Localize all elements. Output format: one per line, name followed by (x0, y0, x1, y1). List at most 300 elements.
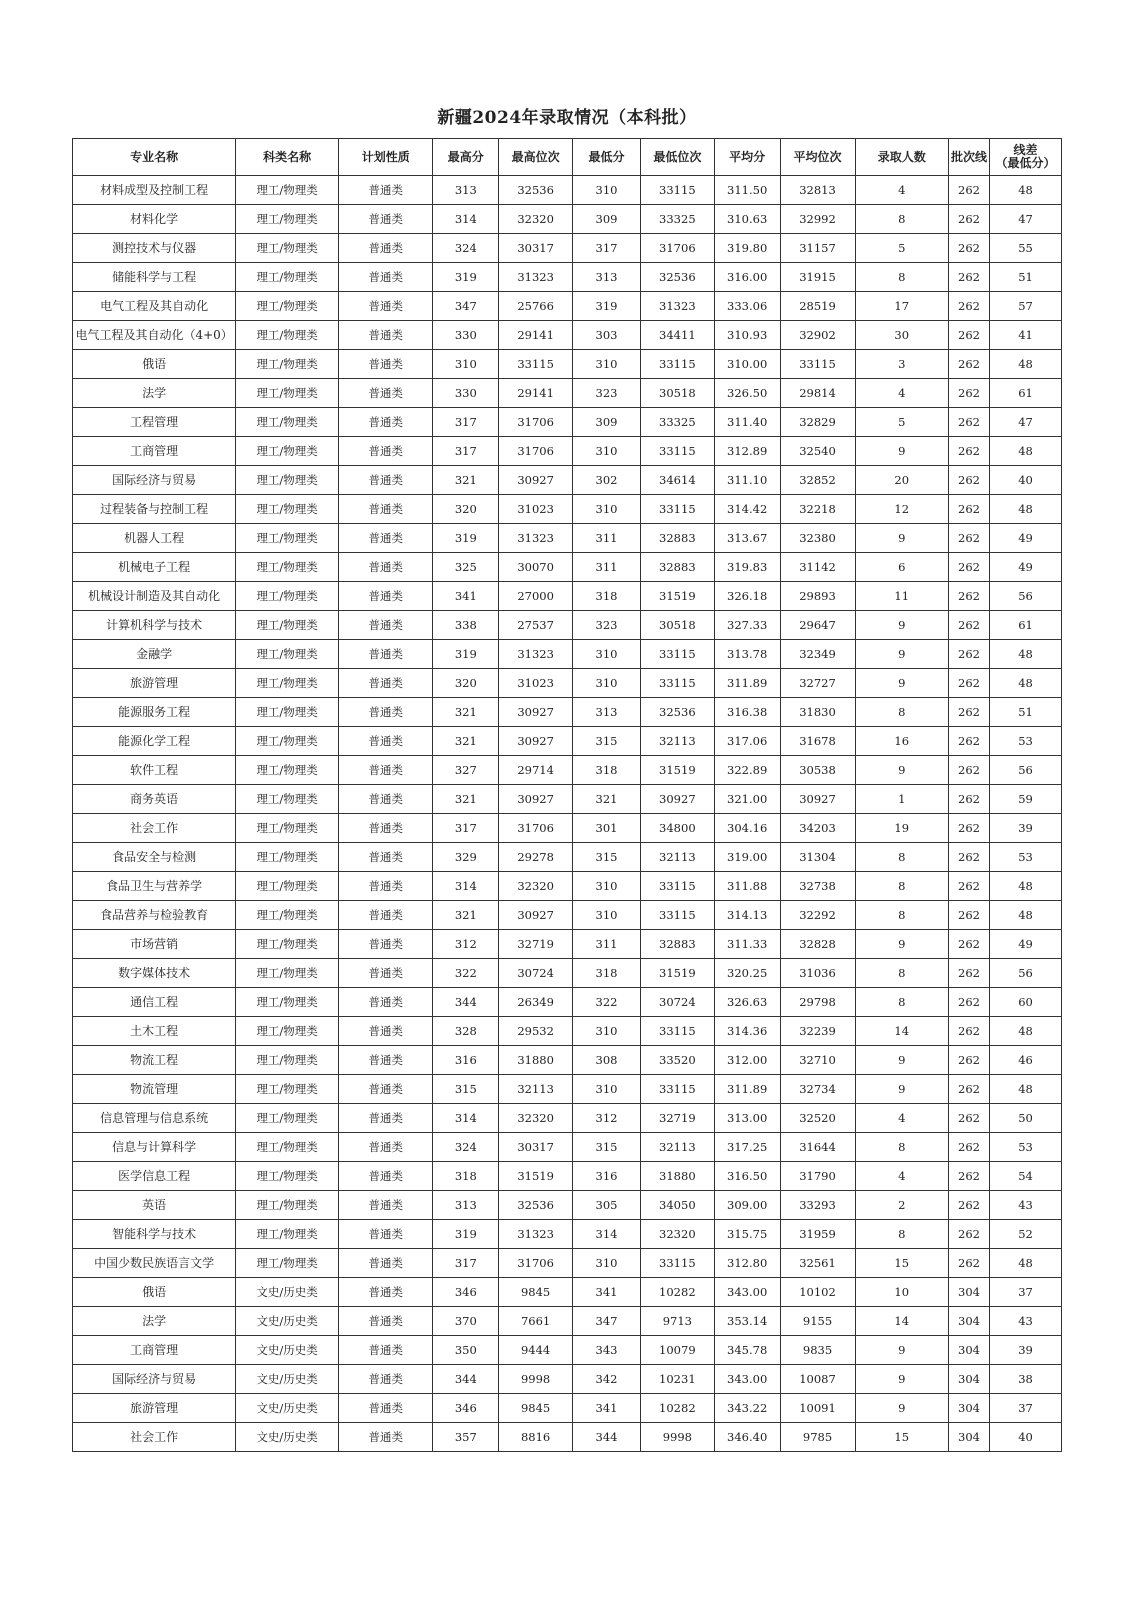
cell-avg-rank: 32349 (780, 640, 855, 669)
cell-max-rank: 32719 (499, 930, 573, 959)
cell-score-margin: 48 (990, 640, 1062, 669)
table-header-row (73, 139, 1062, 176)
cell-avg-score: 322.89 (714, 756, 780, 785)
cell-major-name: 测控技术与仪器 (73, 234, 236, 263)
cell-category: 理工/物理类 (236, 901, 339, 930)
cell-min-rank: 30724 (640, 988, 714, 1017)
table-row (73, 1191, 1062, 1220)
cell-max-rank: 29532 (499, 1017, 573, 1046)
cell-min-rank: 31323 (640, 292, 714, 321)
cell-plan-type: 普通类 (338, 1104, 432, 1133)
cell-max-rank: 30927 (499, 727, 573, 756)
cell-plan-type: 普通类 (338, 872, 432, 901)
cell-batch-line: 262 (948, 1249, 989, 1278)
cell-min-rank: 33115 (640, 669, 714, 698)
admission-table (72, 138, 1062, 1452)
cell-major-name: 计算机科学与技术 (73, 611, 236, 640)
cell-major-name: 能源化学工程 (73, 727, 236, 756)
cell-min-rank: 32719 (640, 1104, 714, 1133)
cell-avg-rank: 31915 (780, 263, 855, 292)
cell-category: 理工/物理类 (236, 959, 339, 988)
cell-min-score: 302 (573, 466, 641, 495)
table-row (73, 466, 1062, 495)
cell-min-rank: 32113 (640, 843, 714, 872)
cell-batch-line: 262 (948, 350, 989, 379)
table-row (73, 1336, 1062, 1365)
cell-avg-rank: 31142 (780, 553, 855, 582)
cell-max-score: 344 (433, 1365, 499, 1394)
cell-batch-line: 262 (948, 669, 989, 698)
cell-min-score: 309 (573, 408, 641, 437)
cell-max-score: 319 (433, 1220, 499, 1249)
cell-avg-score: 312.00 (714, 1046, 780, 1075)
cell-max-score: 370 (433, 1307, 499, 1336)
cell-avg-rank: 31959 (780, 1220, 855, 1249)
cell-major-name: 医学信息工程 (73, 1162, 236, 1191)
cell-score-margin: 38 (990, 1365, 1062, 1394)
cell-plan-type: 普通类 (338, 176, 432, 205)
cell-max-score: 346 (433, 1394, 499, 1423)
cell-category: 理工/物理类 (236, 640, 339, 669)
cell-admitted-count: 9 (855, 640, 948, 669)
cell-min-rank: 34614 (640, 466, 714, 495)
col-header-max-score: 最高分 (433, 139, 499, 176)
cell-max-score: 319 (433, 640, 499, 669)
cell-plan-type: 普通类 (338, 263, 432, 292)
cell-avg-score: 343.00 (714, 1278, 780, 1307)
cell-batch-line: 304 (948, 1307, 989, 1336)
cell-batch-line: 262 (948, 698, 989, 727)
cell-min-rank: 33115 (640, 901, 714, 930)
cell-category: 理工/物理类 (236, 321, 339, 350)
cell-max-rank: 32113 (499, 1075, 573, 1104)
cell-batch-line: 262 (948, 466, 989, 495)
cell-min-rank: 30518 (640, 379, 714, 408)
cell-major-name: 中国少数民族语言文学 (73, 1249, 236, 1278)
cell-batch-line: 262 (948, 1075, 989, 1104)
cell-plan-type: 普通类 (338, 553, 432, 582)
cell-min-score: 322 (573, 988, 641, 1017)
cell-category: 理工/物理类 (236, 524, 339, 553)
cell-avg-score: 311.33 (714, 930, 780, 959)
cell-major-name: 电气工程及其自动化（4+0） (73, 321, 236, 350)
cell-avg-rank: 31790 (780, 1162, 855, 1191)
cell-plan-type: 普通类 (338, 205, 432, 234)
cell-plan-type: 普通类 (338, 1249, 432, 1278)
cell-avg-rank: 32239 (780, 1017, 855, 1046)
table-row (73, 321, 1062, 350)
cell-score-margin: 41 (990, 321, 1062, 350)
cell-min-score: 310 (573, 901, 641, 930)
cell-max-score: 330 (433, 379, 499, 408)
cell-max-rank: 31706 (499, 408, 573, 437)
cell-max-score: 324 (433, 1133, 499, 1162)
cell-admitted-count: 4 (855, 1104, 948, 1133)
col-header-min-score: 最低分 (573, 139, 641, 176)
cell-major-name: 社会工作 (73, 814, 236, 843)
cell-avg-rank: 9155 (780, 1307, 855, 1336)
cell-score-margin: 51 (990, 263, 1062, 292)
cell-max-score: 327 (433, 756, 499, 785)
table-row (73, 1394, 1062, 1423)
table-row (73, 1365, 1062, 1394)
cell-min-rank: 32536 (640, 698, 714, 727)
cell-major-name: 英语 (73, 1191, 236, 1220)
cell-batch-line: 262 (948, 756, 989, 785)
cell-plan-type: 普通类 (338, 582, 432, 611)
cell-max-score: 313 (433, 176, 499, 205)
cell-plan-type: 普通类 (338, 495, 432, 524)
cell-max-score: 316 (433, 1046, 499, 1075)
cell-plan-type: 普通类 (338, 1191, 432, 1220)
cell-avg-rank: 28519 (780, 292, 855, 321)
cell-category: 理工/物理类 (236, 350, 339, 379)
cell-min-score: 310 (573, 1017, 641, 1046)
cell-score-margin: 48 (990, 350, 1062, 379)
cell-score-margin: 60 (990, 988, 1062, 1017)
cell-score-margin: 57 (990, 292, 1062, 321)
cell-max-score: 321 (433, 785, 499, 814)
table-row (73, 1104, 1062, 1133)
cell-category: 理工/物理类 (236, 669, 339, 698)
cell-admitted-count: 10 (855, 1278, 948, 1307)
cell-category: 理工/物理类 (236, 843, 339, 872)
cell-admitted-count: 8 (855, 263, 948, 292)
col-header-admitted-count: 录取人数 (855, 139, 948, 176)
cell-max-score: 321 (433, 698, 499, 727)
cell-avg-rank: 32902 (780, 321, 855, 350)
table-row (73, 263, 1062, 292)
cell-admitted-count: 4 (855, 1162, 948, 1191)
cell-min-rank: 33115 (640, 1075, 714, 1104)
cell-min-score: 301 (573, 814, 641, 843)
cell-major-name: 土木工程 (73, 1017, 236, 1046)
cell-min-rank: 34800 (640, 814, 714, 843)
cell-category: 理工/物理类 (236, 1162, 339, 1191)
cell-avg-rank: 30927 (780, 785, 855, 814)
cell-category: 理工/物理类 (236, 1075, 339, 1104)
cell-min-rank: 33115 (640, 176, 714, 205)
table-row (73, 698, 1062, 727)
cell-max-score: 347 (433, 292, 499, 321)
table-row (73, 669, 1062, 698)
cell-major-name: 工程管理 (73, 408, 236, 437)
cell-max-rank: 32320 (499, 1104, 573, 1133)
cell-min-score: 342 (573, 1365, 641, 1394)
col-header-plan-type: 计划性质 (338, 139, 432, 176)
cell-category: 文史/历史类 (236, 1278, 339, 1307)
cell-plan-type: 普通类 (338, 1423, 432, 1452)
cell-min-rank: 33115 (640, 1017, 714, 1046)
cell-min-rank: 32536 (640, 263, 714, 292)
cell-plan-type: 普通类 (338, 814, 432, 843)
cell-avg-score: 311.50 (714, 176, 780, 205)
cell-avg-score: 319.83 (714, 553, 780, 582)
cell-category: 理工/物理类 (236, 1104, 339, 1133)
cell-plan-type: 普通类 (338, 524, 432, 553)
cell-min-score: 317 (573, 234, 641, 263)
cell-min-rank: 32113 (640, 1133, 714, 1162)
cell-min-score: 318 (573, 756, 641, 785)
cell-batch-line: 262 (948, 1046, 989, 1075)
cell-plan-type: 普通类 (338, 1394, 432, 1423)
cell-min-rank: 34411 (640, 321, 714, 350)
cell-min-score: 315 (573, 843, 641, 872)
cell-min-score: 310 (573, 1075, 641, 1104)
cell-min-score: 318 (573, 959, 641, 988)
cell-max-rank: 8816 (499, 1423, 573, 1452)
cell-score-margin: 48 (990, 669, 1062, 698)
col-header-avg-rank: 平均位次 (780, 139, 855, 176)
cell-min-score: 309 (573, 205, 641, 234)
cell-avg-rank: 31644 (780, 1133, 855, 1162)
table-row (73, 611, 1062, 640)
cell-avg-score: 311.40 (714, 408, 780, 437)
cell-score-margin: 43 (990, 1307, 1062, 1336)
cell-max-rank: 30070 (499, 553, 573, 582)
table-row (73, 959, 1062, 988)
cell-avg-rank: 31304 (780, 843, 855, 872)
cell-max-rank: 32536 (499, 176, 573, 205)
cell-category: 理工/物理类 (236, 698, 339, 727)
cell-plan-type: 普通类 (338, 640, 432, 669)
cell-avg-rank: 31678 (780, 727, 855, 756)
cell-batch-line: 262 (948, 959, 989, 988)
table-row (73, 292, 1062, 321)
cell-score-margin: 39 (990, 814, 1062, 843)
page-title: 新疆2024年录取情况（本科批） (437, 108, 697, 128)
cell-max-rank: 31880 (499, 1046, 573, 1075)
cell-admitted-count: 8 (855, 959, 948, 988)
table-row (73, 930, 1062, 959)
cell-max-rank: 31323 (499, 1220, 573, 1249)
cell-batch-line: 262 (948, 495, 989, 524)
cell-category: 理工/物理类 (236, 1191, 339, 1220)
cell-plan-type: 普通类 (338, 292, 432, 321)
cell-max-rank: 31023 (499, 495, 573, 524)
cell-min-score: 303 (573, 321, 641, 350)
cell-category: 理工/物理类 (236, 756, 339, 785)
cell-admitted-count: 8 (855, 901, 948, 930)
cell-batch-line: 262 (948, 872, 989, 901)
cell-avg-rank: 29798 (780, 988, 855, 1017)
cell-admitted-count: 9 (855, 669, 948, 698)
cell-min-rank: 32113 (640, 727, 714, 756)
cell-admitted-count: 8 (855, 698, 948, 727)
table-row (73, 814, 1062, 843)
cell-major-name: 电气工程及其自动化 (73, 292, 236, 321)
cell-max-score: 329 (433, 843, 499, 872)
cell-max-rank: 33115 (499, 350, 573, 379)
cell-major-name: 智能科学与技术 (73, 1220, 236, 1249)
cell-major-name: 市场营销 (73, 930, 236, 959)
cell-score-margin: 56 (990, 756, 1062, 785)
cell-min-rank: 31519 (640, 582, 714, 611)
cell-batch-line: 262 (948, 1191, 989, 1220)
cell-avg-score: 314.36 (714, 1017, 780, 1046)
cell-min-rank: 31706 (640, 234, 714, 263)
cell-major-name: 机器人工程 (73, 524, 236, 553)
cell-score-margin: 48 (990, 495, 1062, 524)
cell-plan-type: 普通类 (338, 466, 432, 495)
cell-max-score: 315 (433, 1075, 499, 1104)
cell-admitted-count: 4 (855, 176, 948, 205)
cell-major-name: 法学 (73, 379, 236, 408)
cell-plan-type: 普通类 (338, 1133, 432, 1162)
cell-score-margin: 53 (990, 1133, 1062, 1162)
cell-max-rank: 31706 (499, 437, 573, 466)
cell-score-margin: 48 (990, 1017, 1062, 1046)
cell-score-margin: 47 (990, 408, 1062, 437)
cell-max-score: 324 (433, 234, 499, 263)
cell-max-rank: 29141 (499, 321, 573, 350)
cell-admitted-count: 9 (855, 1394, 948, 1423)
cell-plan-type: 普通类 (338, 321, 432, 350)
cell-score-margin: 51 (990, 698, 1062, 727)
cell-max-rank: 30927 (499, 785, 573, 814)
table-row (73, 901, 1062, 930)
cell-max-rank: 30724 (499, 959, 573, 988)
cell-category: 理工/物理类 (236, 727, 339, 756)
cell-admitted-count: 2 (855, 1191, 948, 1220)
cell-score-margin: 48 (990, 1075, 1062, 1104)
table-row (73, 756, 1062, 785)
cell-min-rank: 30518 (640, 611, 714, 640)
cell-admitted-count: 8 (855, 843, 948, 872)
cell-major-name: 储能科学与工程 (73, 263, 236, 292)
cell-batch-line: 262 (948, 379, 989, 408)
cell-avg-score: 317.25 (714, 1133, 780, 1162)
cell-score-margin: 61 (990, 611, 1062, 640)
table-row (73, 553, 1062, 582)
col-header-min-rank: 最低位次 (640, 139, 714, 176)
cell-score-margin: 48 (990, 1249, 1062, 1278)
cell-admitted-count: 12 (855, 495, 948, 524)
cell-max-rank: 9845 (499, 1278, 573, 1307)
cell-max-score: 317 (433, 437, 499, 466)
cell-max-rank: 30927 (499, 466, 573, 495)
cell-max-score: 346 (433, 1278, 499, 1307)
cell-plan-type: 普通类 (338, 1075, 432, 1104)
cell-max-rank: 29141 (499, 379, 573, 408)
cell-admitted-count: 15 (855, 1249, 948, 1278)
cell-avg-score: 314.13 (714, 901, 780, 930)
cell-max-rank: 9444 (499, 1336, 573, 1365)
cell-min-score: 313 (573, 698, 641, 727)
cell-major-name: 食品卫生与营养学 (73, 872, 236, 901)
cell-max-score: 325 (433, 553, 499, 582)
cell-admitted-count: 17 (855, 292, 948, 321)
cell-min-score: 341 (573, 1278, 641, 1307)
cell-major-name: 信息管理与信息系统 (73, 1104, 236, 1133)
cell-max-score: 314 (433, 872, 499, 901)
table-row (73, 1017, 1062, 1046)
cell-major-name: 数字媒体技术 (73, 959, 236, 988)
cell-min-rank: 33115 (640, 437, 714, 466)
cell-avg-score: 312.80 (714, 1249, 780, 1278)
cell-admitted-count: 9 (855, 1075, 948, 1104)
cell-avg-rank: 32828 (780, 930, 855, 959)
cell-avg-rank: 9835 (780, 1336, 855, 1365)
cell-avg-score: 313.78 (714, 640, 780, 669)
cell-avg-score: 310.63 (714, 205, 780, 234)
cell-min-score: 305 (573, 1191, 641, 1220)
cell-avg-score: 353.14 (714, 1307, 780, 1336)
cell-category: 理工/物理类 (236, 1220, 339, 1249)
cell-plan-type: 普通类 (338, 1220, 432, 1249)
cell-max-rank: 9998 (499, 1365, 573, 1394)
cell-category: 文史/历史类 (236, 1394, 339, 1423)
cell-score-margin: 37 (990, 1394, 1062, 1423)
cell-avg-rank: 32727 (780, 669, 855, 698)
cell-plan-type: 普通类 (338, 669, 432, 698)
cell-min-rank: 32883 (640, 930, 714, 959)
cell-admitted-count: 4 (855, 379, 948, 408)
cell-admitted-count: 20 (855, 466, 948, 495)
table-row (73, 988, 1062, 1017)
table-row (73, 872, 1062, 901)
cell-max-score: 318 (433, 1162, 499, 1191)
cell-max-rank: 29278 (499, 843, 573, 872)
table-row (73, 437, 1062, 466)
cell-max-score: 330 (433, 321, 499, 350)
cell-score-margin: 59 (990, 785, 1062, 814)
cell-admitted-count: 8 (855, 988, 948, 1017)
cell-max-rank: 26349 (499, 988, 573, 1017)
cell-max-score: 341 (433, 582, 499, 611)
cell-plan-type: 普通类 (338, 698, 432, 727)
cell-batch-line: 262 (948, 321, 989, 350)
cell-avg-rank: 32218 (780, 495, 855, 524)
cell-avg-rank: 32829 (780, 408, 855, 437)
table-row (73, 408, 1062, 437)
cell-batch-line: 304 (948, 1365, 989, 1394)
cell-batch-line: 262 (948, 843, 989, 872)
cell-score-margin: 49 (990, 930, 1062, 959)
cell-max-rank: 27000 (499, 582, 573, 611)
cell-avg-rank: 32992 (780, 205, 855, 234)
cell-max-score: 344 (433, 988, 499, 1017)
table-row (73, 785, 1062, 814)
cell-max-score: 312 (433, 930, 499, 959)
cell-category: 理工/物理类 (236, 553, 339, 582)
cell-admitted-count: 9 (855, 1336, 948, 1365)
cell-avg-rank: 32292 (780, 901, 855, 930)
cell-major-name: 国际经济与贸易 (73, 466, 236, 495)
cell-avg-score: 313.00 (714, 1104, 780, 1133)
cell-min-score: 310 (573, 640, 641, 669)
cell-min-score: 343 (573, 1336, 641, 1365)
cell-max-rank: 25766 (499, 292, 573, 321)
cell-plan-type: 普通类 (338, 408, 432, 437)
cell-plan-type: 普通类 (338, 611, 432, 640)
cell-category: 理工/物理类 (236, 1133, 339, 1162)
cell-score-margin: 37 (990, 1278, 1062, 1307)
cell-score-margin: 49 (990, 553, 1062, 582)
cell-avg-rank: 33293 (780, 1191, 855, 1220)
cell-avg-rank: 32738 (780, 872, 855, 901)
cell-min-score: 310 (573, 495, 641, 524)
table-row (73, 582, 1062, 611)
cell-score-margin: 53 (990, 727, 1062, 756)
cell-max-rank: 27537 (499, 611, 573, 640)
table-row (73, 843, 1062, 872)
cell-plan-type: 普通类 (338, 1162, 432, 1191)
cell-max-score: 328 (433, 1017, 499, 1046)
cell-major-name: 工商管理 (73, 437, 236, 466)
cell-min-rank: 33115 (640, 640, 714, 669)
cell-max-score: 313 (433, 1191, 499, 1220)
